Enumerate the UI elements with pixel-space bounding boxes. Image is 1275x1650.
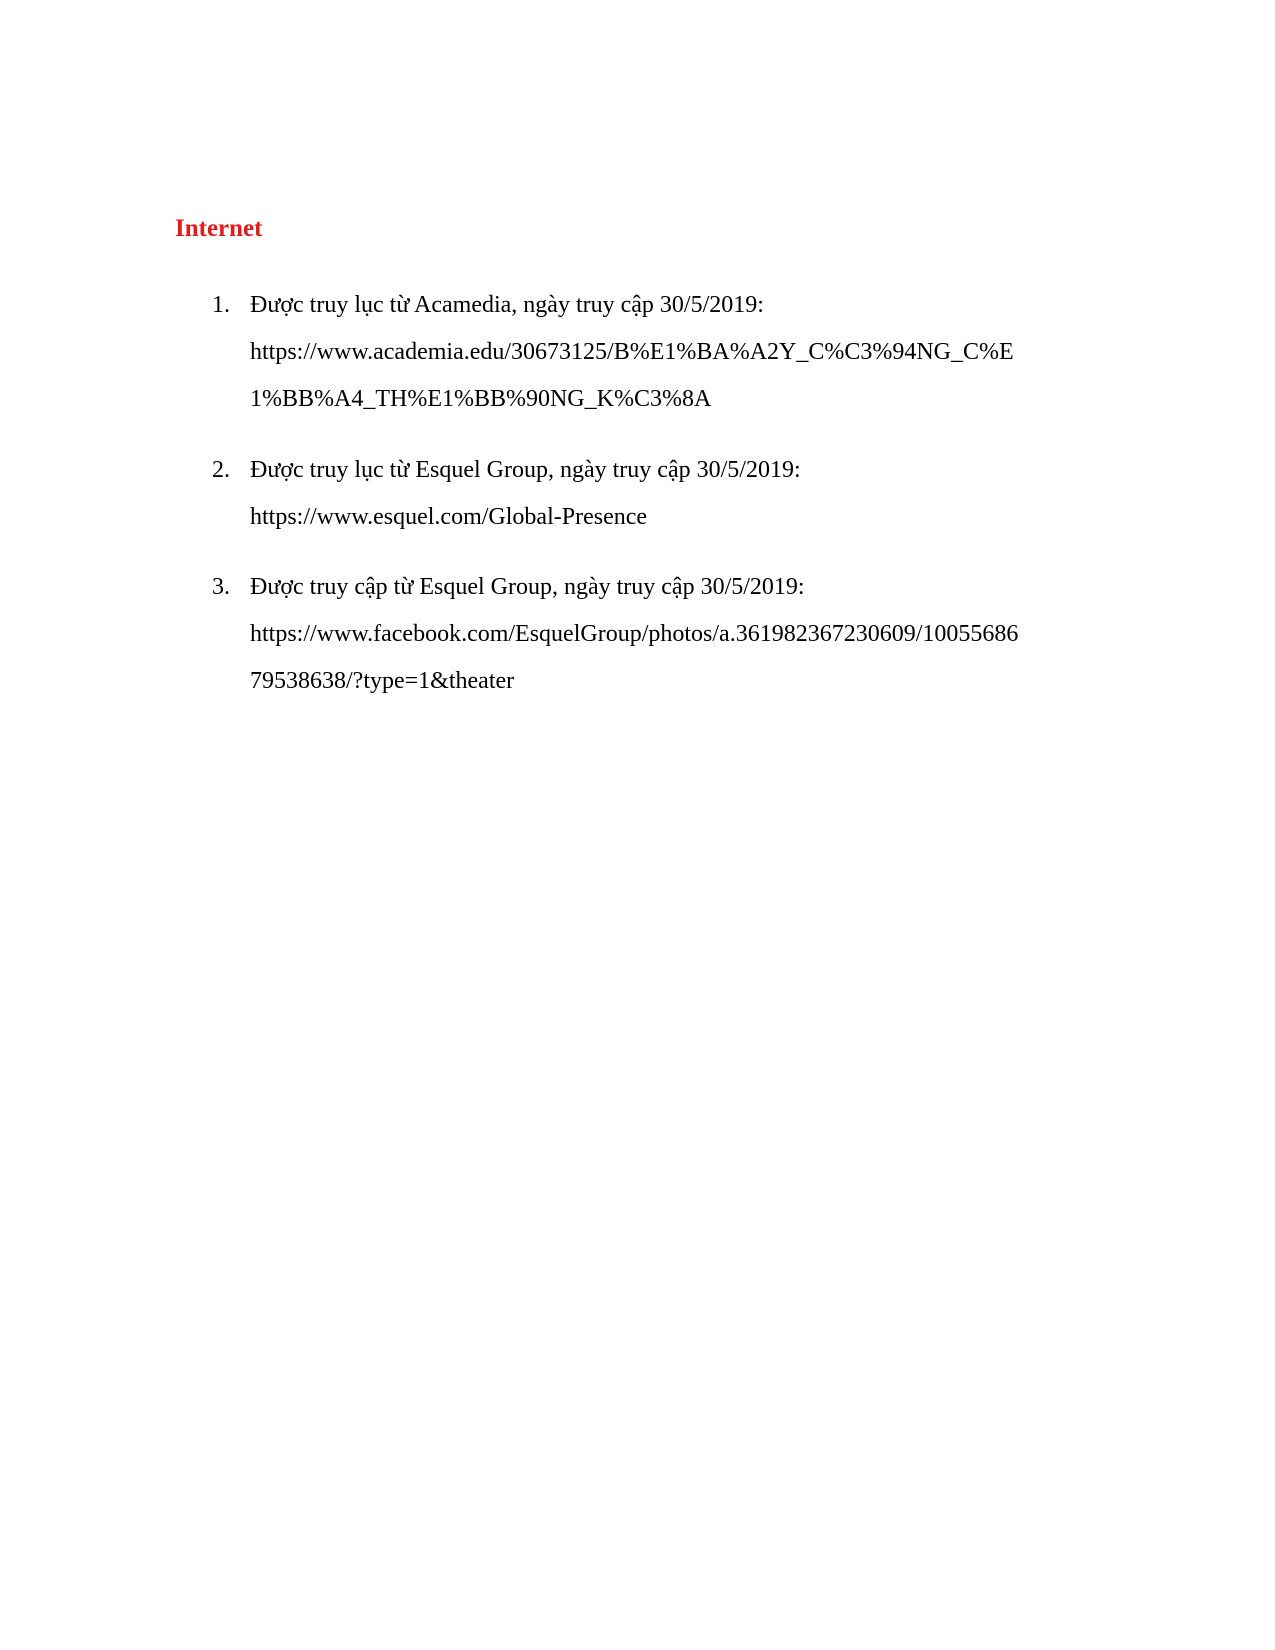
reference-description: Được truy lục từ Acamedia, ngày truy cập 30/5/2019: bbox=[250, 292, 764, 318]
reference-number: 1. bbox=[212, 292, 230, 318]
reference-url-line: 79538638/?type=1&theater bbox=[250, 668, 515, 694]
section-heading: Internet bbox=[175, 215, 263, 242]
reference-description: Được truy cập từ Esquel Group, ngày truy cập 30/5/2019: bbox=[250, 574, 805, 600]
reference-number: 2. bbox=[212, 457, 230, 483]
reference-url-line: https://www.esquel.com/Global-Presence bbox=[250, 504, 648, 530]
reference-url-line: https://www.facebook.com/EsquelGroup/photos/a.361982367230609/10055686 bbox=[250, 621, 1019, 647]
reference-url-line: https://www.academia.edu/30673125/B%E1%BA%A2Y_C%C3%94NG_C%E bbox=[250, 339, 1014, 365]
reference-url-line: 1%BB%A4_TH%E1%BB%90NG_K%C3%8A bbox=[250, 386, 712, 412]
reference-number: 3. bbox=[212, 574, 230, 600]
reference-description: Được truy lục từ Esquel Group, ngày truy cập 30/5/2019: bbox=[250, 457, 801, 483]
